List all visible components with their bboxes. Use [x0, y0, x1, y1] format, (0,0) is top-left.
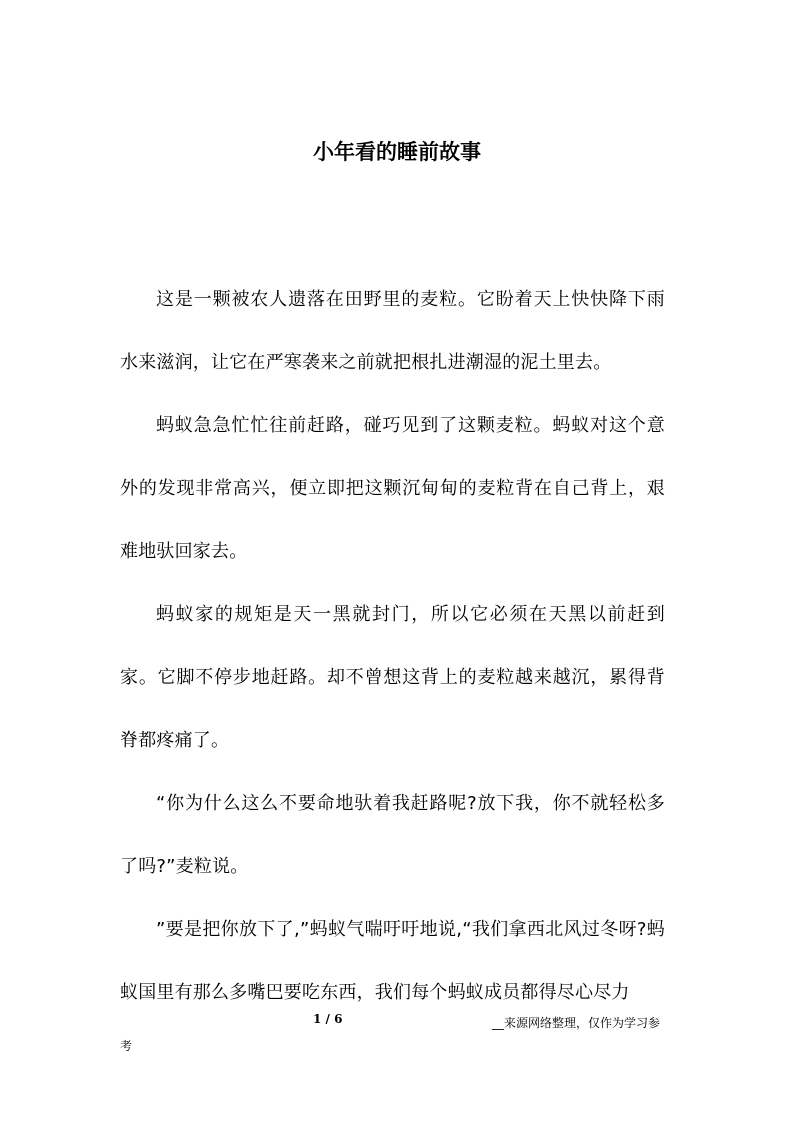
source-note: __来源网络整理，仅作为学习参考 — [120, 1016, 661, 1053]
document-title: 小年看的睡前故事 — [313, 139, 481, 164]
page-footer — [120, 1010, 680, 1070]
document-body — [120, 268, 665, 1024]
paragraph: ”要是把你放下了,”蚂蚁气喘吁吁地说,“我们拿西北风过冬呀?蚂蚁国里有那么多嘴巴要吃东西，我们每个蚂蚁成员都得尽心尽力 — [120, 919, 665, 1003]
paragraph: “你为什么这么不要命地驮着我赶路呢?放下我，你不就轻松多了吗?”麦粒说。 — [120, 793, 665, 877]
page-number: 1 / 6 — [313, 1012, 343, 1026]
paragraph: 这是一颗被农人遗落在田野里的麦粒。它盼着天上快快降下雨水来滋润，让它在严寒袭来之前就把根扎进潮湿的泥土里去。 — [120, 289, 665, 373]
paragraph: 蚂蚁急急忙忙往前赶路，碰巧见到了这颗麦粒。蚂蚁对这个意外的发现非常高兴，便立即把这颗沉甸甸的麦粒背在自己背上，艰难地驮回家去。 — [120, 415, 665, 562]
paragraph: 蚂蚁家的规矩是天一黑就封门，所以它必须在天黑以前赶到家。它脚不停步地赶路。却不曾想这背上的麦粒越来越沉，累得背脊都疼痛了。 — [120, 604, 665, 751]
